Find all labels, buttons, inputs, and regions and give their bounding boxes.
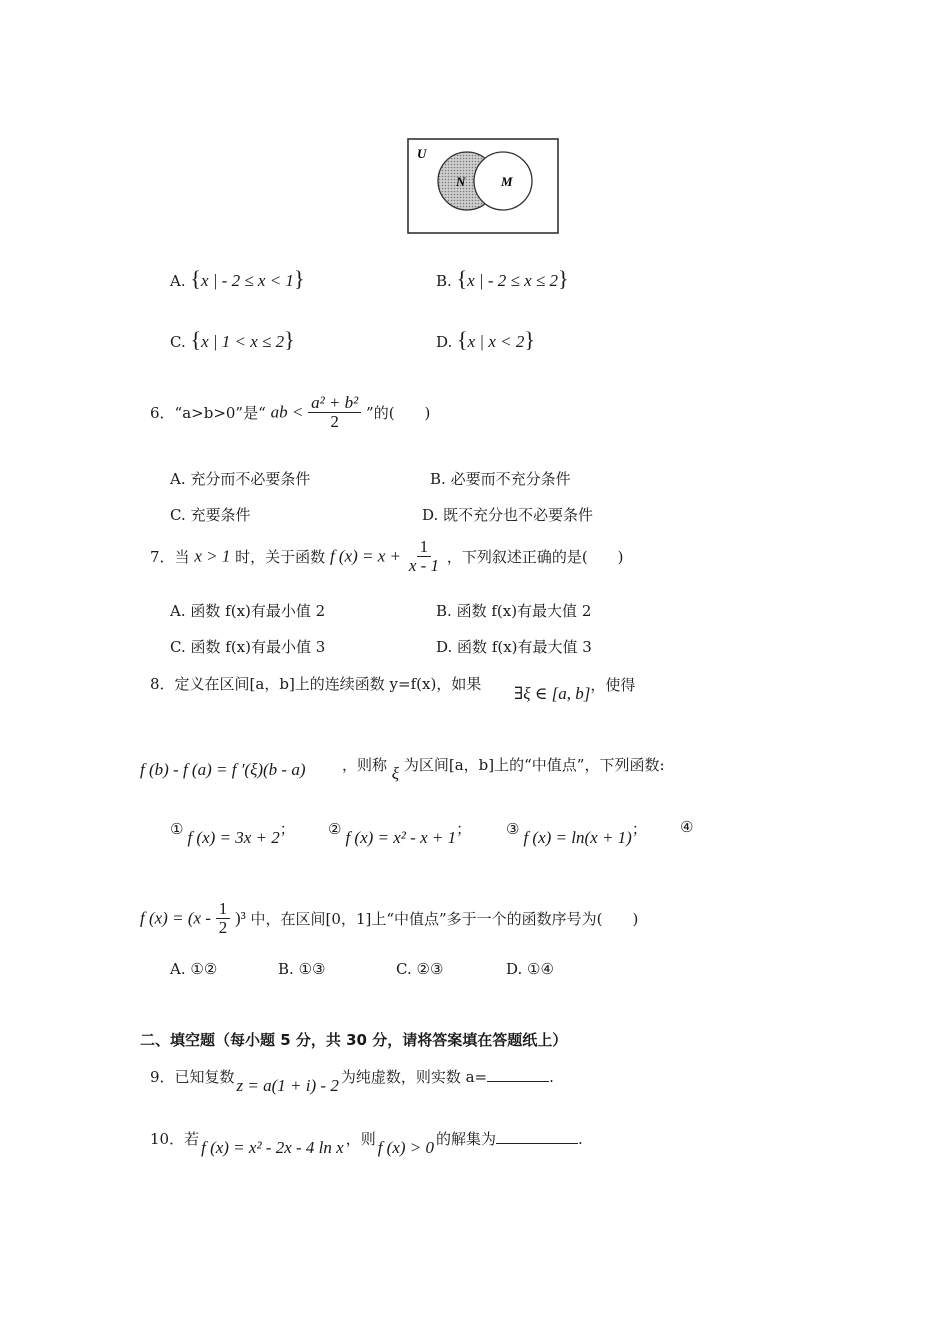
question-6 bbox=[150, 394, 430, 431]
venn-diagram bbox=[405, 136, 561, 236]
q8-line-4: f (x) = (x - $\frac{1}{2}$ )³ 中，在区间[0，1]上“中值点”多于一个的函数序号为( ) bbox=[140, 899, 639, 937]
q8-function-2: ② f (x) = x² - x + 1； bbox=[328, 820, 472, 847]
question-9: 9．已知复数 z = a(1 + i) - 2 为纯虚数，则实数 a= . bbox=[150, 1068, 554, 1095]
q8-function-4: f (x) = (x - bbox=[140, 908, 211, 928]
option-letter: B. bbox=[436, 272, 452, 290]
q7-function: f (x) = x + bbox=[329, 546, 402, 566]
q7-condition: x > 1 bbox=[194, 546, 231, 566]
q8-exists: ∃ξ ∈ [a, b]，使得 bbox=[514, 676, 636, 703]
q7-option-c: C. 函数 f(x)有最小值 3 bbox=[170, 638, 326, 656]
set-n-label: N bbox=[456, 174, 466, 189]
option-text: x | - 2 ≤ x < 1 bbox=[200, 271, 294, 290]
q8-f4-fraction: $\frac{1}{2}$ bbox=[216, 900, 231, 937]
q7-mid: 时，关于函数 bbox=[235, 547, 326, 566]
q6-numerator: a² + b² bbox=[308, 394, 361, 413]
question-10: 10．若 f (x) = x² - 2x - 4 ln x ，则 f (x) > 0 的解集为 . bbox=[150, 1130, 583, 1157]
q6-option-b: B. 必要而不充分条件 bbox=[430, 470, 571, 488]
q7-fraction bbox=[406, 538, 442, 575]
q6-option-d: D. 既不充分也不必要条件 bbox=[422, 506, 594, 524]
q7-option-d: D. 函数 f(x)有最大值 3 bbox=[436, 638, 592, 656]
q8-mean-value-equation: f (b) - f (a) = f ′(ξ)(b - a) bbox=[140, 760, 306, 779]
q5-option-c: C. {x | 1 < x ≤ 2} bbox=[170, 327, 295, 352]
q6-prefix: 6．“a>b>0”是“ bbox=[150, 403, 266, 422]
q5-option-b: B. {x | - 2 ≤ x ≤ 2} bbox=[436, 266, 569, 291]
q7-option-b: B. 函数 f(x)有最大值 2 bbox=[436, 602, 592, 620]
q6-denominator: 2 bbox=[330, 411, 339, 431]
q10-answer-blank bbox=[496, 1129, 578, 1144]
q7-denominator: x - 1 bbox=[408, 555, 440, 575]
q7-numerator: 1 bbox=[417, 538, 432, 557]
q7-option-a: A. 函数 f(x)有最小值 2 bbox=[170, 602, 326, 620]
q6-option-c: C. 充要条件 bbox=[170, 506, 251, 524]
q9-answer-blank bbox=[487, 1067, 549, 1082]
option-letter: C. bbox=[170, 333, 186, 351]
option-text: x | 1 < x ≤ 2 bbox=[201, 332, 285, 351]
q8-function-1: ① f (x) = 3x + 2； bbox=[170, 820, 295, 847]
question-7 bbox=[150, 538, 624, 575]
q7-suffix: ，下列叙述正确的是( ) bbox=[446, 547, 624, 566]
q8-option-b: B. ①③ bbox=[278, 960, 326, 978]
option-letter: A. bbox=[170, 272, 186, 290]
q5-option-d: D. {x | x < 2} bbox=[436, 327, 535, 352]
q6-lhs: ab < bbox=[270, 402, 304, 422]
option-text: x | - 2 ≤ x ≤ 2 bbox=[467, 271, 558, 290]
option-letter: D. bbox=[436, 333, 453, 351]
q6-suffix: ”的( ) bbox=[366, 403, 431, 422]
q8-option-a: A. ①② bbox=[170, 960, 218, 978]
q8-option-c: C. ②③ bbox=[396, 960, 444, 978]
q8-option-d: D. ①④ bbox=[506, 960, 554, 978]
universe-label: U bbox=[417, 146, 427, 161]
q7-prefix: 7．当 bbox=[150, 547, 190, 566]
q8-line-2b: ，则称 ξ 为区间[a，b]上的“中值点”，下列函数: bbox=[342, 756, 665, 783]
q8-line-1: 8．定义在区间[a，b]上的连续函数 y=f(x)，如果 bbox=[150, 675, 482, 693]
q6-fraction bbox=[308, 394, 361, 431]
q8-line-2 bbox=[140, 760, 306, 780]
option-text: x | x < 2 bbox=[467, 332, 525, 351]
q8-function-3: ③ f (x) = ln(x + 1)； bbox=[506, 820, 647, 847]
q8-function-4-mark: ④ bbox=[680, 818, 694, 836]
q5-option-a: A. {x | - 2 ≤ x < 1} bbox=[170, 266, 305, 291]
q6-option-a: A. 充分而不必要条件 bbox=[170, 470, 311, 488]
set-m-label: M bbox=[501, 174, 513, 189]
section-2-heading: 二、填空题（每小题 5 分，共 30 分，请将答案填在答题纸上） bbox=[140, 1031, 568, 1049]
